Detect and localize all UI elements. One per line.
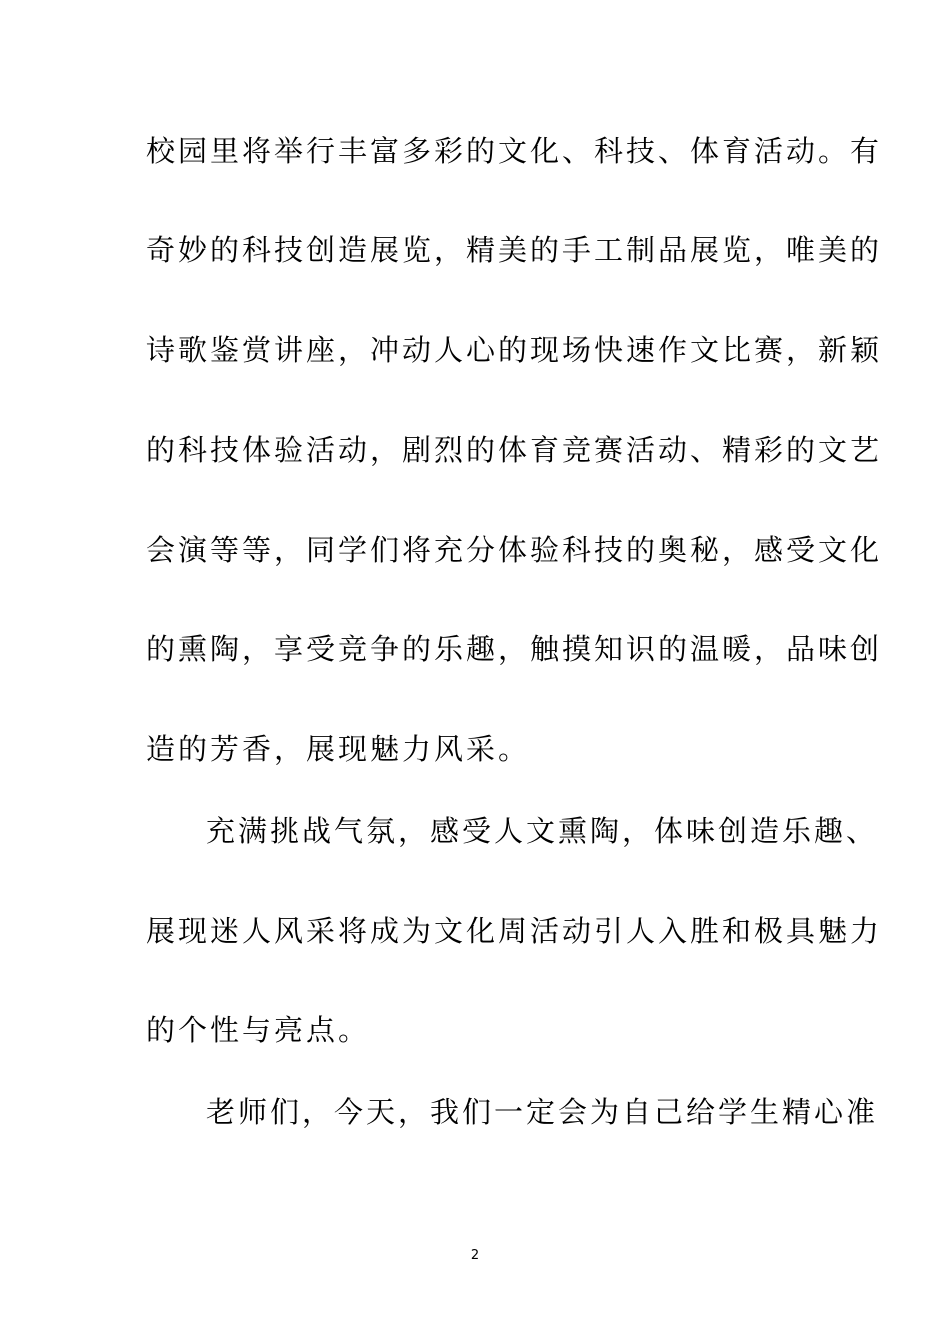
text-line-9: 展现迷人风采将成为文化周活动引人入胜和极具魅力 [146, 914, 883, 948]
text-line-6: 的熏陶，享受竞争的乐趣，触摸知识的温暖，品味创 [146, 632, 883, 666]
text-line-2: 奇妙的科技创造展览，精美的手工制品展览，唯美的 [146, 233, 883, 267]
text-line-10: 的个性与亮点。 [146, 1013, 371, 1047]
text-line-1: 校园里将举行丰富多彩的文化、科技、体育活动。有 [146, 134, 883, 168]
page-number: 2 [470, 1248, 480, 1263]
text-line-3: 诗歌鉴赏讲座，冲动人心的现场快速作文比赛，新颖 [146, 333, 883, 367]
text-line-11: 老师们，今天，我们一定会为自己给学生精心准 [206, 1095, 879, 1129]
text-line-8: 充满挑战气氛，感受人文熏陶，体味创造乐趣、 [206, 814, 879, 848]
text-line-4: 的科技体验活动，剧烈的体育竞赛活动、精彩的文艺 [146, 433, 883, 467]
text-line-5: 会演等等，同学们将充分体验科技的奥秘，感受文化 [146, 533, 883, 567]
text-line-7: 造的芳香，展现魅力风采。 [146, 732, 531, 766]
